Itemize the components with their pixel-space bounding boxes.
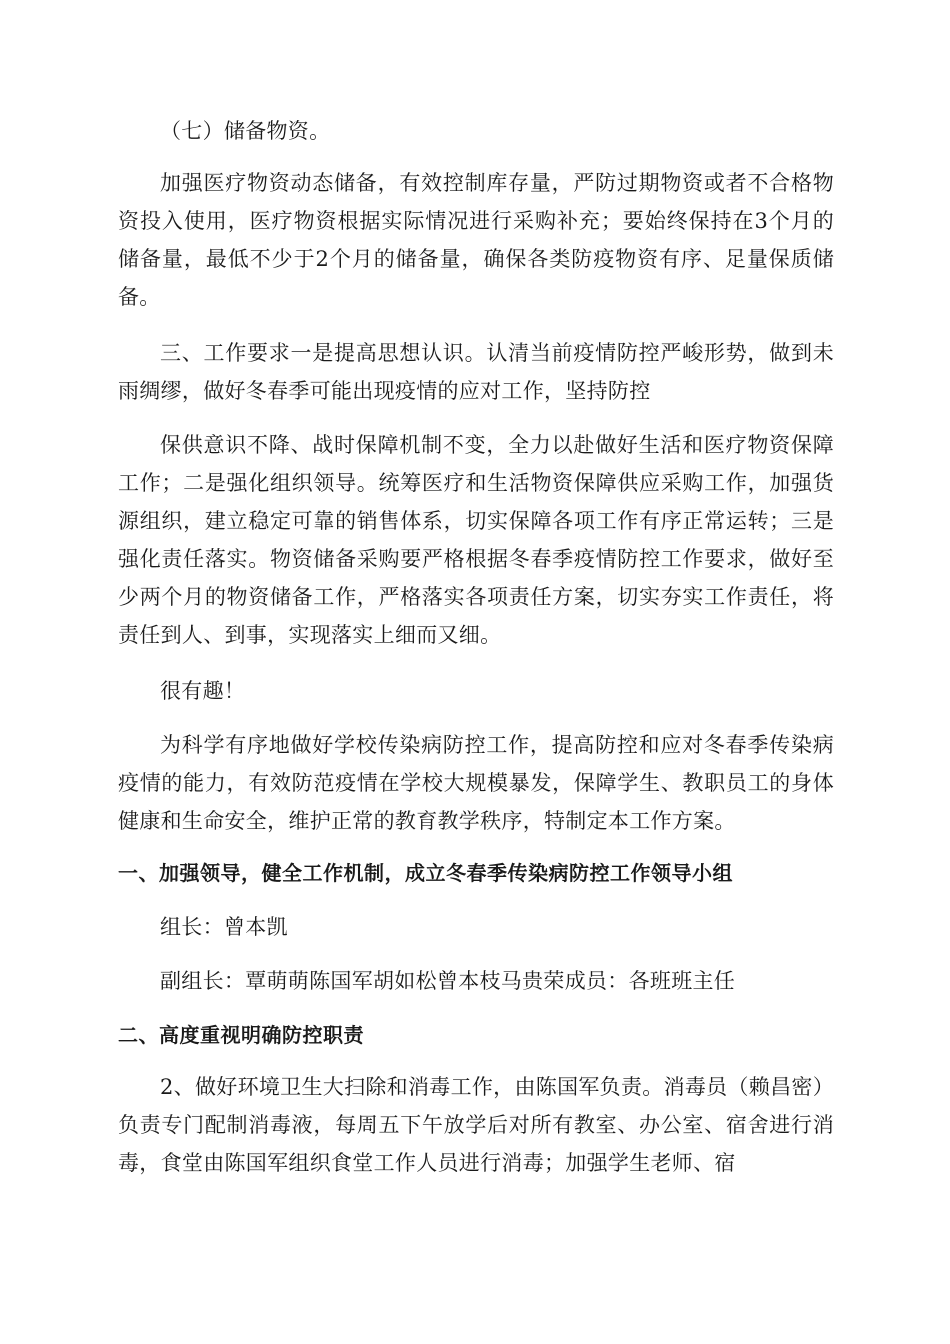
section-heading-two: 二、高度重视明确防控职责	[118, 1023, 364, 1047]
deputy-line: 副组长：覃萌萌陈国军胡如松曾本枝马贵荣成员：各班班主任	[160, 969, 736, 993]
section-heading-one: 一、加强领导，健全工作机制，成立冬春季传染病防控工作领导小组	[118, 861, 733, 885]
hygiene-paragraph: 2、做好环境卫生大扫除和消毒工作，由陈国军负责。消毒员（赖昌密）负责专门配制消毒液，每周五下午放学后对所有教室、办公室、宿舍进行消毒，食堂由陈国军组织食堂工作人员进行消毒；加强学生老师、宿	[118, 1075, 834, 1175]
section-seven-title: （七）储备物资。	[160, 119, 331, 143]
interesting-line: 很有趣！	[160, 679, 246, 703]
leader-line: 组长：曾本凯	[160, 915, 288, 939]
reserve-paragraph: 加强医疗物资动态储备，有效控制库存量，严防过期物资或者不合格物资投入使用，医疗物资根据实际情况进行采购补充；要始终保持在3个月的储备量，最低不少于2个月的储备量，确保各类防疫物资有序、足量保质储备。	[118, 171, 834, 309]
intro-paragraph: 为科学有序地做好学校传染病防控工作，提高防控和应对冬春季传染病疫情的能力，有效防范疫情在学校大规模暴发，保障学生、教职员工的身体健康和生命安全，维护正常的教育教学秩序，特制定本工作方案。	[118, 733, 834, 833]
requirements-paragraph: 三、工作要求一是提高思想认识。认清当前疫情防控严峻形势，做到未雨绸缪，做好冬春季可能出现疫情的应对工作，坚持防控	[118, 341, 834, 403]
supply-paragraph: 保供意识不降、战时保障机制不变，全力以赴做好生活和医疗物资保障工作；二是强化组织领导。统筹医疗和生活物资保障供应采购工作，加强货源组织，建立稳定可靠的销售体系，切实保障各项工作有序正常运转；三是强化责任落实。物资储备采购要严格根据冬春季疫情防控工作要求，做好至少两个月的物资储备工作，严格落实各项责任方案，切实夯实工作责任，将责任到人、到事，实现落实上细而又细。	[118, 433, 834, 647]
